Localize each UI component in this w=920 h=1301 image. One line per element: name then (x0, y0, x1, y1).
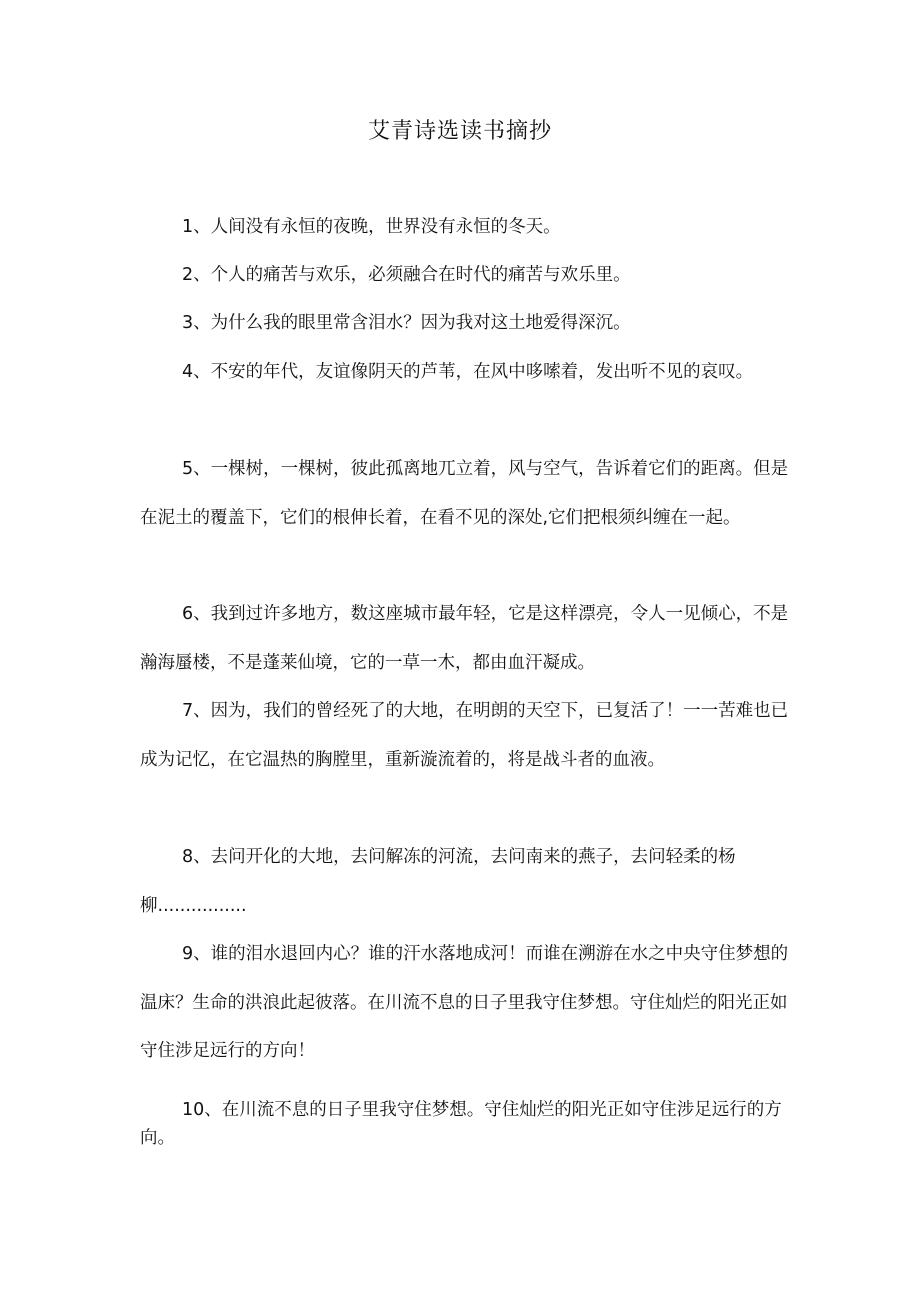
page-title: 艾青诗选读书摘抄 (367, 119, 552, 144)
paragraph-2: 2、个人的痛苦与欢乐，必须融合在时代的痛苦与欢乐里。 (182, 265, 631, 285)
paragraph-5: 5、一棵树，一棵树，彼此孤离地兀立着，风与空气，告诉着它们的距离。但是在泥土的覆盖下，它们的根伸长着，在看不见的深处,它们把根须纠缠在一起。 (140, 459, 789, 528)
paragraph-10: 10、在川流不息的日子里我守住梦想。守住灿烂的阳光正如守住涉足远行的方向。 (140, 1100, 782, 1148)
paragraph-4: 4、不安的年代，友谊像阴天的芦苇，在风中哆嗦着，发出听不见的哀叹。 (182, 362, 754, 382)
paragraph-8: 8、去问开化的大地，去问解冻的河流，去问南来的燕子，去问轻柔的杨柳................ (140, 847, 736, 916)
paragraph-1: 1、人间没有永恒的夜晚，世界没有永恒的冬天。 (182, 217, 561, 237)
paragraph-6: 6、我到过许多地方，数这座城市最年轻，它是这样漂亮，令人一见倾心，不是瀚海蜃楼，不是蓬莱仙境，它的一草一木，都由血汗凝成。 (140, 604, 789, 673)
paragraph-7: 7、因为，我们的曾经死了的大地，在明朗的天空下，已复活了！一一苦难也已成为记忆，在它温热的胸膛里，重新漩流着的，将是战斗者的血液。 (140, 701, 789, 770)
paragraph-3: 3、为什么我的眼里常含泪水？因为我对这土地爱得深沉。 (182, 313, 631, 333)
paragraph-9: 9、谁的泪水退回内心？谁的汗水落地成河！而谁在溯游在水之中央守住梦想的温床？生命的洪浪此起彼落。在川流不息的日子里我守住梦想。守住灿烂的阳光正如守住涉足远行的方向！ (140, 944, 789, 1061)
